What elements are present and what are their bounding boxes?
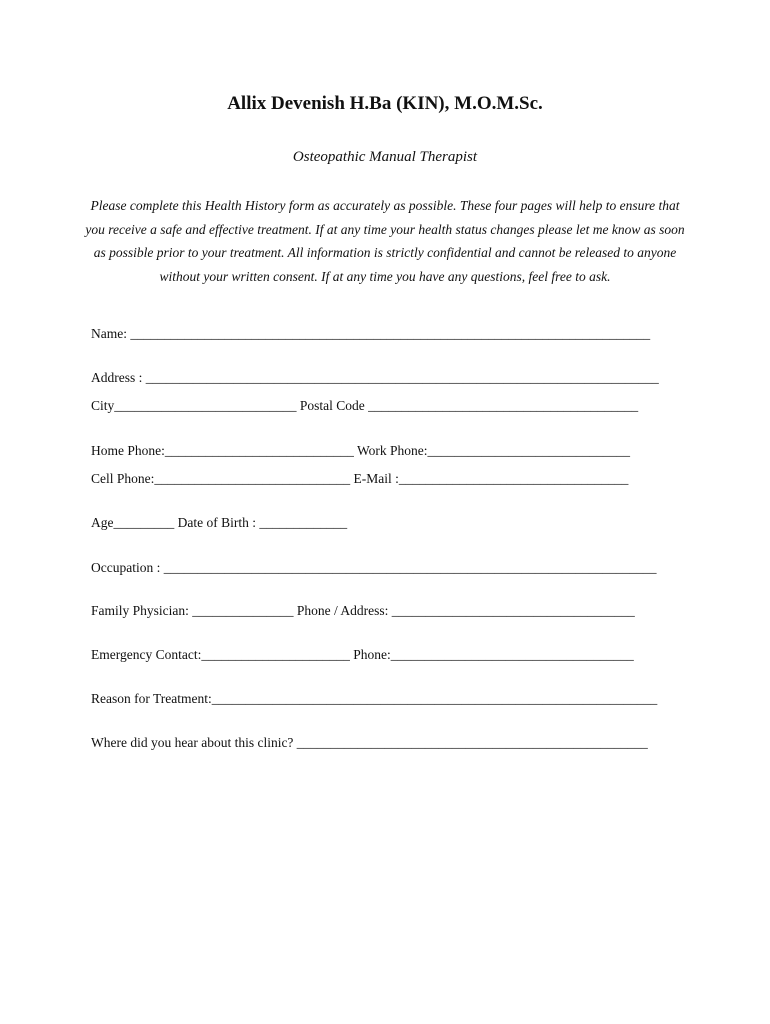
referral-source-field[interactable]: Where did you hear about this clinic? ____________________________________________________ [91,735,648,750]
age-dob-field[interactable]: Age_________ Date of Birth : _____________ [91,515,348,530]
cell-email-field[interactable]: Cell Phone:_____________________________ E-Mail :__________________________________ [91,471,629,486]
practitioner-subtitle: Osteopathic Manual Therapist [292,149,478,165]
home-work-phone-field[interactable]: Home Phone:____________________________ Work Phone:______________________________ [91,443,631,458]
intro-paragraph: Please complete this Health History form as accurately as possible. These four pages will help to ensure that you receive a safe and effective treatment. If at any time your health status changes please let me know as soon as possible prior to your treatment. All information is strictly confidential and cannot be released to anyone without your written consent. If at any time you have any questions, feel free to ask. [85,198,685,284]
emergency-contact-field[interactable]: Emergency Contact:______________________ Phone:____________________________________ [91,647,634,662]
occupation-field[interactable]: Occupation : _________________________________________________________________________ [91,560,657,575]
reason-for-treatment-field[interactable]: Reason for Treatment:__________________________________________________________________ [91,691,658,706]
name-field[interactable]: Name: _____________________________________________________________________________ [91,326,651,341]
practitioner-title: Allix Devenish H.Ba (KIN), M.O.M.Sc. [227,93,543,114]
city-postal-field[interactable]: City___________________________ Postal Code ________________________________________ [91,398,639,413]
address-field[interactable]: Address : ____________________________________________________________________________ [91,370,659,385]
family-physician-field[interactable]: Family Physician: _______________ Phone / Address: ____________________________________ [91,603,635,618]
